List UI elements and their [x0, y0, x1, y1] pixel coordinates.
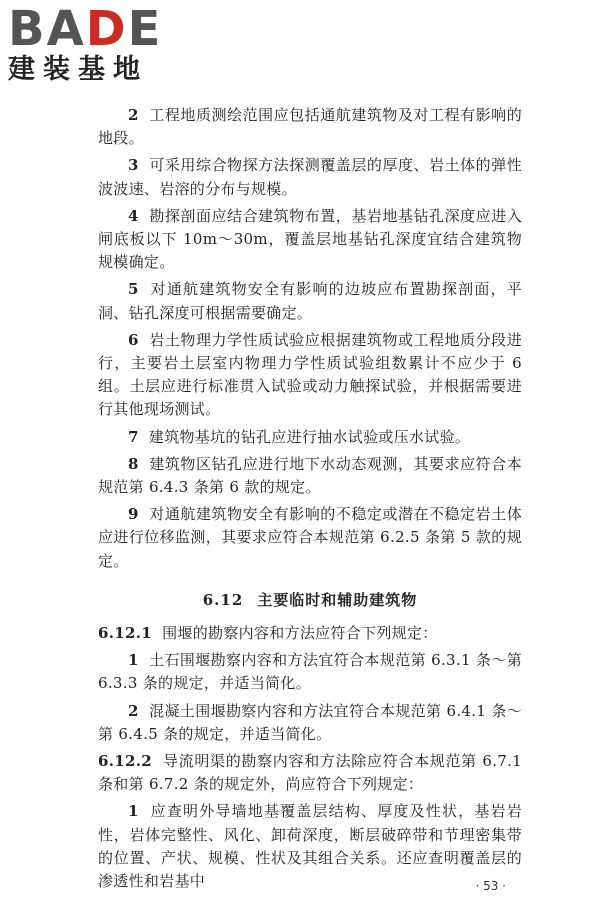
page-number: · 53 · [475, 879, 506, 893]
item-number: 6 [128, 330, 139, 349]
clause-number: 6.12.2 [98, 752, 152, 771]
clause-text: 围堰的勘察内容和方法应符合下列规定： [162, 624, 438, 643]
logo-chinese-name: 建装基地 [8, 54, 148, 85]
clause-6-12-1-items [98, 649, 522, 746]
list-item [98, 503, 522, 573]
section-number: 6.12 [202, 590, 244, 609]
clause-item-list [98, 104, 522, 573]
item-number: 1 [128, 651, 139, 670]
item-text: 建筑物区钻孔应进行地下水动态观测，其要求应符合本规范第 6.4.3 条第 6 款的规定。 [98, 454, 522, 497]
item-number: 9 [128, 505, 139, 524]
clause-number: 6.12.1 [98, 624, 152, 643]
item-number: 7 [128, 427, 139, 446]
list-item [98, 329, 522, 422]
list-item [98, 800, 522, 893]
list-item [98, 649, 522, 695]
list-item [98, 104, 522, 150]
item-number: 3 [128, 156, 139, 175]
item-text: 应查明外导墙地基覆盖层结构、厚度及性状，基岩岩性，岩体完整性、风化、卸荷深度，断层破碎带和节理密集带的位置、产状、规模、性状及其组合关系。还应查明覆盖层的渗透性和岩基中 [98, 802, 522, 891]
item-number: 2 [128, 701, 139, 720]
clause-text: 导流明渠的勘察内容和方法除应符合本规范第 6.7.1 条和第 6.7.2 条的规定外，尚应符合下列规定： [98, 752, 522, 794]
list-item [98, 278, 522, 324]
list-item [98, 154, 522, 200]
item-number: 4 [128, 206, 139, 225]
list-item [98, 453, 522, 499]
item-text: 混凝土围堰勘察内容和方法宜符合本规范第 6.4.1 条～第 6.4.5 条的规定，并适当简化。 [98, 701, 523, 743]
item-text: 建筑物基坑的钻孔应进行抽水试验或压水试验。 [148, 427, 471, 446]
item-number: 1 [128, 802, 139, 821]
clause-6-12-2 [98, 750, 522, 796]
section-title: 主要临时和辅助建筑物 [257, 590, 418, 609]
section-heading [98, 589, 522, 612]
item-text: 勘探剖面应结合建筑物布置，基岩地基钻孔深度应进入闸底板以下 10m～30m，覆盖层地基钻孔深度宜结合建筑物规模确定。 [98, 206, 522, 272]
item-number: 5 [128, 280, 139, 299]
logo-wordmark: BADE [8, 1, 163, 57]
list-item [98, 426, 522, 449]
item-text: 岩土物理力学性质试验应根据建筑物或工程地质分段进行，主要岩土层室内物理力学性质试验组数累计不应少于 6 组。土层应进行标准贯入试验或动力触探试验，并根据需要进行其他现场测试。 [98, 330, 522, 419]
item-text: 工程地质测绘范围应包括通航建筑物及对工程有影响的地段。 [98, 106, 522, 148]
item-text: 对通航建筑物安全有影响的不稳定或潜在不稳定岩土体应进行位移监测，其要求应符合本规范第 6.2.5 条第 5 款的规定。 [98, 505, 522, 570]
page-body [98, 104, 522, 897]
item-number: 2 [128, 106, 139, 124]
logo [8, 2, 178, 86]
item-text: 可采用综合物探方法探测覆盖层的厚度、岩土体的弹性波波速、岩溶的分布与规模。 [98, 156, 522, 198]
list-item [98, 205, 522, 275]
item-text: 对通航建筑物安全有影响的边坡应布置勘探剖面，平洞、钻孔深度可根据需要确定。 [98, 280, 522, 322]
list-item [98, 700, 522, 746]
clause-6-12-2-items [98, 800, 522, 893]
clause-6-12-1 [98, 622, 522, 645]
item-number: 8 [128, 454, 139, 473]
item-text: 土石围堰勘察内容和方法宜符合本规范第 6.3.1 条～第 6.3.3 条的规定，并适当简化。 [98, 651, 523, 693]
